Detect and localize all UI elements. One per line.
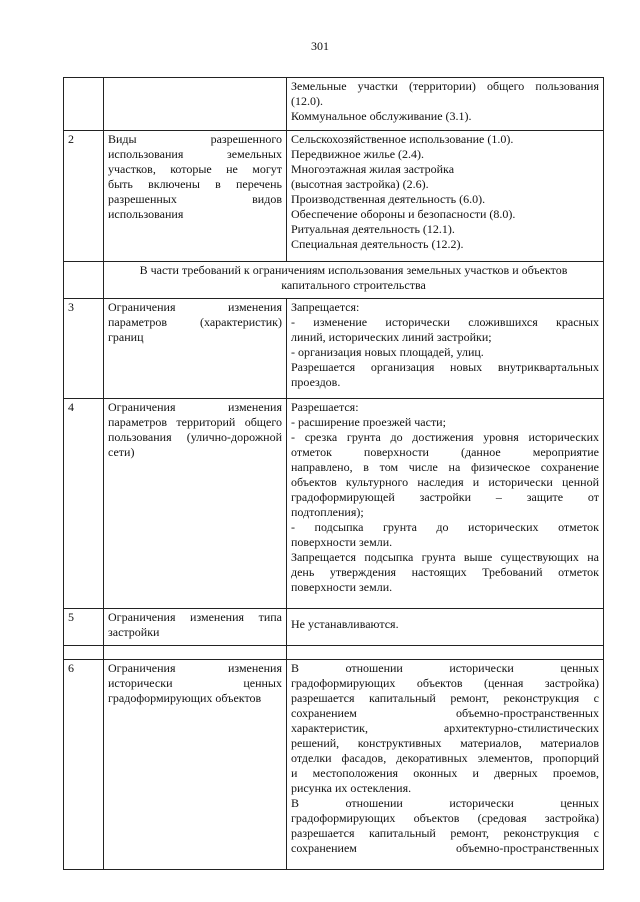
content-line: Запрещается подсыпка грунта выше существующих на: [291, 549, 599, 564]
content-line: Разрешается организация новых внутриквартальных: [291, 359, 599, 374]
content-line: направлено, в том числе на физическое сохранение: [291, 459, 599, 474]
content-line: (12.0).: [291, 94, 323, 108]
label-line: пользования (улично-дорожной: [108, 429, 282, 444]
content-line: линий, исторических линий застройки;: [291, 329, 492, 344]
content-line: - организация новых площадей, улиц.: [291, 344, 484, 359]
table-row: [64, 398, 604, 608]
content-line: сохранением объемно-пространственных: [291, 840, 599, 855]
content-line: проездов.: [291, 374, 341, 389]
row-label-cell: [104, 659, 287, 869]
row-content-cell: [287, 78, 604, 131]
content-line: Ритуальная деятельность (12.1).: [291, 221, 455, 236]
content-line: Специальная деятельность (12.2).: [291, 236, 464, 251]
table-row: [64, 645, 604, 659]
row-number-cell: 2: [64, 130, 104, 261]
row-content-cell: [287, 659, 604, 869]
content-line: градоформирующих объектов (средовая застройка): [291, 810, 599, 825]
label-line: исторически ценных: [108, 675, 282, 690]
content-line: объектов культурного наследия и исторически ценной: [291, 474, 599, 489]
row-label-cell: [104, 298, 287, 398]
content-line: рисунка их остекления.: [291, 780, 412, 795]
content-line: - срезка грунта до достижения уровня исторических: [291, 429, 599, 444]
heading-line: капитального строительства: [281, 277, 426, 292]
label-line: Ограничения изменения: [108, 299, 282, 314]
label-line: Ограничения изменения типа: [108, 609, 282, 624]
content-line: градоформирующей застройки – защите от: [291, 489, 599, 504]
page-number: 301: [311, 39, 329, 53]
content-line: Многоэтажная жилая застройка: [291, 161, 455, 176]
row-label-cell: [104, 398, 287, 608]
label-line: использования: [108, 206, 184, 221]
content-line: В отношении исторически ценных: [291, 795, 599, 810]
content-line: Коммунальное обслуживание (3.1).: [291, 109, 472, 123]
heading-line: В части требований к ограничениям использования земельных участков и объектов: [139, 262, 568, 277]
row-content-cell: [287, 398, 604, 608]
content-line: поверхности земли.: [291, 534, 393, 549]
content-line: Производственная деятельность (6.0).: [291, 191, 486, 206]
label-line: участков, которые не могут: [108, 161, 282, 176]
section-heading: [104, 261, 604, 298]
content-line: разрешается капитальный ремонт, реконструкция с: [291, 690, 599, 705]
section-heading-row: [64, 261, 604, 298]
content-line: Не устанавливаются.: [291, 616, 399, 631]
table-row: [64, 78, 604, 131]
content-line: градоформирующих объектов (ценная застройка): [291, 675, 599, 690]
label-line: застройки: [108, 624, 160, 639]
content-line: и местоположения оконных и дверных проемов,: [291, 765, 599, 780]
content-line: подтопления);: [291, 504, 364, 519]
label-line: сети): [108, 444, 135, 459]
content-line: отметок поверхности (данное мероприятие: [291, 444, 599, 459]
content-line: - изменение исторически сложившихся красных: [291, 314, 599, 329]
row-content-cell: [287, 608, 604, 645]
row-number-cell: [64, 78, 104, 131]
row-number-cell: 5: [64, 608, 104, 645]
content-line: Сельскохозяйственное использование (1.0).: [291, 131, 514, 146]
content-line: Передвижное жилье (2.4).: [291, 146, 425, 161]
label-line: Виды разрешенного: [108, 131, 282, 146]
row-label-cell: [104, 78, 287, 131]
row-content-cell: [287, 130, 604, 261]
label-line: быть включены в перечень: [108, 176, 282, 191]
requirements-table: [63, 77, 604, 870]
content-line: Земельные участки (территории) общего пользования: [291, 79, 599, 93]
row-label-cell: [104, 645, 287, 659]
content-line: отделки фасадов, декоративных элементов, пропорций: [291, 750, 599, 765]
row-label-cell: [104, 130, 287, 261]
row-number-cell: [64, 645, 104, 659]
label-line: использования земельных: [108, 146, 282, 161]
row-number-cell: 4: [64, 398, 104, 608]
row-number-cell: 6: [64, 659, 104, 869]
content-line: Разрешается:: [291, 399, 359, 414]
table-row: [64, 659, 604, 869]
label-line: градоформирующих объектов: [108, 690, 262, 705]
label-line: Ограничения изменения: [108, 660, 282, 675]
content-line: Запрещается:: [291, 299, 360, 314]
label-line: Ограничения изменения: [108, 399, 282, 414]
content-line: характеристик, архитектурно-стилистических: [291, 720, 599, 735]
row-number-cell: [64, 261, 104, 298]
content-line: сохранением объемно-пространственных: [291, 705, 599, 720]
row-label-cell: [104, 608, 287, 645]
content-line: В отношении исторически ценных: [291, 660, 599, 675]
label-line: параметров (характеристик): [108, 314, 282, 329]
content-line: Обеспечение обороны и безопасности (8.0).: [291, 206, 516, 221]
row-content-cell: [287, 298, 604, 398]
label-line: границ: [108, 329, 144, 344]
content-line: разрешается капитальный ремонт, реконструкция с: [291, 825, 599, 840]
content-line: - расширение проезжей части;: [291, 414, 446, 429]
content-line: (высотная застройка) (2.6).: [291, 176, 429, 191]
label-line: разрешенных видов: [108, 191, 282, 206]
row-number-cell: 3: [64, 298, 104, 398]
table-row: [64, 130, 604, 261]
row-content-cell: [287, 645, 604, 659]
table-row: [64, 298, 604, 398]
content-line: - подсыпка грунта до исторических отметок: [291, 519, 599, 534]
content-line: поверхности земли.: [291, 579, 393, 594]
content-line: решений, конструктивных материалов, материалов: [291, 735, 599, 750]
content-line: день утверждения настоящих Требований отметок: [291, 564, 599, 579]
label-line: параметров территорий общего: [108, 414, 282, 429]
table-row: [64, 608, 604, 645]
